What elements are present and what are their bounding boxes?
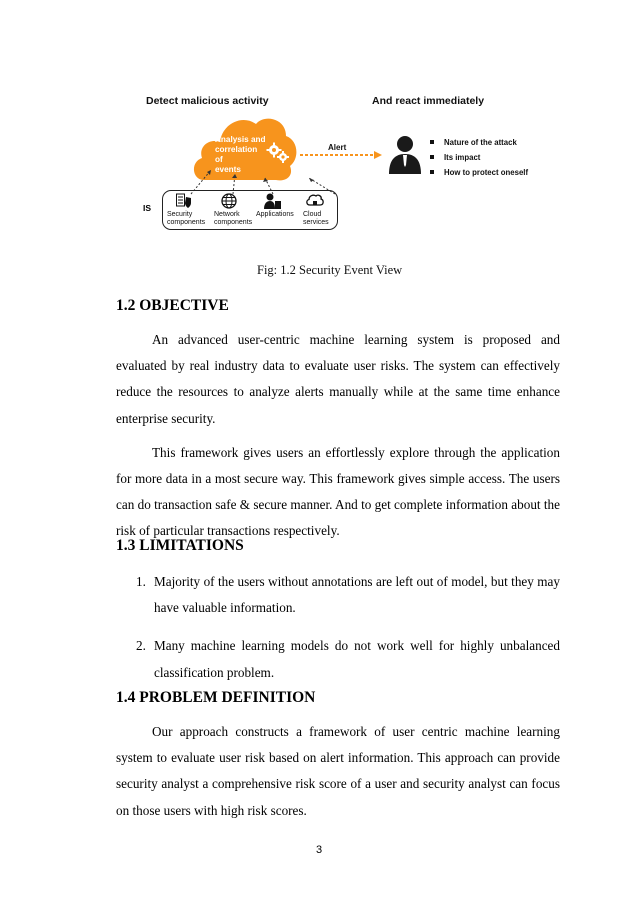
component-label-cloud bbox=[303, 211, 329, 227]
security-icon bbox=[176, 193, 192, 209]
cloud-lock-icon bbox=[306, 193, 324, 209]
application-user-icon bbox=[264, 192, 282, 210]
component-label-line: Cloud bbox=[303, 211, 322, 218]
component-label-line: components bbox=[167, 219, 206, 226]
component-label-applications bbox=[256, 211, 294, 219]
reaction-bullet-list bbox=[430, 135, 528, 180]
limitation-text: Majority of the users without annotations are left out of model, but they may have valuable information. bbox=[154, 574, 560, 616]
component-label-network bbox=[214, 211, 252, 227]
section-title-limitations: 1.3 LIMITATIONS bbox=[116, 537, 244, 554]
network-globe-icon bbox=[221, 193, 237, 209]
cloud-line: events bbox=[215, 165, 241, 174]
figure-caption: Fig: 1.2 Security Event View bbox=[257, 263, 403, 277]
cloud-line: Analysis and bbox=[215, 135, 266, 144]
cloud-line: of bbox=[215, 155, 223, 164]
component-label-line: Applications bbox=[256, 211, 294, 218]
alert-arrow bbox=[298, 150, 384, 160]
component-label-line: Network bbox=[214, 211, 240, 218]
limitations-list bbox=[136, 569, 560, 698]
limitation-item bbox=[136, 633, 560, 685]
page-number: 3 bbox=[315, 844, 323, 856]
component-label-line: components bbox=[214, 219, 253, 226]
is-label: IS bbox=[143, 203, 152, 213]
limitation-text: Many machine learning models do not work well for highly unbalanced classification problem. bbox=[154, 638, 560, 680]
limitation-item bbox=[136, 569, 560, 621]
problem-paragraph: Our approach constructs a framework of user centric machine learning system to evaluate user risk based on alert information. This approach can provide security analyst a comprehensive risk score of a user and security analyst can focus on those users with high risk scores. bbox=[116, 724, 560, 818]
component-label-line: services bbox=[303, 219, 329, 226]
objective-paragraph: An advanced user-centric machine learning system is proposed and evaluated by real industry data to evaluate user risks. The system can effectively reduce the resources to analyze alerts manually while at the same time enhance enterprise security. bbox=[116, 332, 560, 426]
reaction-bullet: Its impact bbox=[430, 150, 528, 165]
section-title-problem-definition: 1.4 PROBLEM DEFINITION bbox=[116, 689, 316, 706]
security-analyst-icon bbox=[387, 134, 423, 174]
limitation-number: 1. bbox=[136, 574, 146, 589]
figure-heading-left: Detect malicious activity bbox=[146, 95, 269, 107]
cloud-line: correlation bbox=[215, 145, 258, 154]
problem-body bbox=[116, 719, 560, 824]
section-title-objective: 1.2 OBJECTIVE bbox=[116, 297, 229, 314]
limitation-number: 2. bbox=[136, 638, 146, 654]
component-label-security bbox=[167, 211, 205, 227]
reaction-bullet: Nature of the attack bbox=[430, 135, 528, 150]
component-label-line: Security bbox=[167, 211, 193, 218]
objective-body bbox=[116, 327, 560, 545]
alert-label: Alert bbox=[328, 143, 347, 152]
figure-heading-right: And react immediately bbox=[372, 95, 485, 107]
reaction-bullet: How to protect oneself bbox=[430, 165, 528, 180]
objective-paragraph: This framework gives users an effortlessly explore through the application for more data in a most secure way. This framework gives simple access. The users can do transaction safe & secure manner. And to get complete information about the risk of particular transactions respectively. bbox=[116, 444, 560, 539]
